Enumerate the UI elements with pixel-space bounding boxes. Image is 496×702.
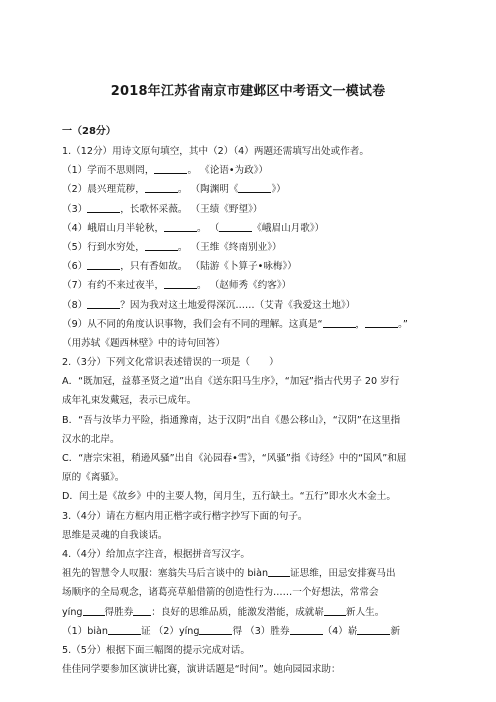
q1-item-5 [62,238,442,257]
q4-passage-pinyin: yíng [62,606,83,618]
q2-option-c-line2: 原的《离骚》。 [62,472,125,484]
answer-blank[interactable] [199,623,232,635]
q1-item-3-text: ，长歌怀采薇。 （王绩《野望》） [120,203,263,215]
q2-option-b-line2: 汉水的北岸。 [62,433,120,445]
answer-blank[interactable] [87,258,120,270]
answer-blank[interactable] [133,604,151,616]
q1-item-3 [62,200,442,219]
q1-item-9-end: 。” [398,318,408,330]
q1-item-8-num: （8） [62,299,88,311]
section-heading: 一（28分） [62,126,116,137]
answer-blank[interactable] [164,277,197,289]
q4-passage-text: 得胜券 [104,606,134,618]
q1-item-7-text: （7）有约不来过夜半， [62,280,165,292]
q1-item-6 [62,257,442,276]
answer-blank[interactable] [238,181,271,193]
q2-option-a-line1: A．“既加冠，益慕圣贤之道”出自《送东阳马生序》，“加冠”指古代男子 20 岁行 [62,376,400,388]
q4-answer-2: 证 （2）yíng [141,625,200,637]
q3-stem: 3.（4分）请在方框内用正楷字或行楷字抄写下面的句子。 [62,510,308,522]
answer-blank[interactable] [290,623,323,635]
answer-blank[interactable] [268,565,290,577]
q3-text: 思维是灵魂的自我谈话。 [62,529,168,541]
q4-passage-text: 证思维，田忌安排赛马出 [290,568,396,580]
answer-blank[interactable] [164,220,197,232]
page-title: 2018年江苏省南京市建邺区中考语文一模试卷 [110,84,386,99]
q2-option-b-line1: B．“吾与汝毕力平险，指通豫南，达于汉阴”出自《愚公移山》，“汉阴”在这里指 [62,414,401,426]
q1-item-2-end: 》） [271,184,286,196]
q1-item-2-source: 。 （陶渊明《 [177,184,239,196]
q4-passage-text: ：良好的思维品质，能激发潜能，成就崭 [151,606,324,618]
q1-item-1-text: （1）学而不思则罔， [62,165,155,177]
answer-blank[interactable] [324,604,346,616]
q1-item-2-text: （2）晨兴理荒秽， [62,184,145,196]
answer-blank[interactable] [87,297,120,309]
q4-passage-line1 [62,564,442,583]
answer-blank[interactable] [365,316,398,328]
answer-blank[interactable] [323,316,356,328]
q2-option-c-line1: C．“唐宗宋祖，稍逊风骚”出自《沁园春•雪》，“风骚”指《诗经》中的“国风”和屈 [62,453,407,464]
q1-item-5-source: 。 （王维《终南别业》） [177,241,282,253]
q1-item-8-text: ？因为我对这土地爱得深沉……（艾青《我爱这土地》） [120,299,356,311]
q1-item-8 [62,296,442,315]
q4-answer-5: 新 [390,625,401,637]
q1-item-4-source: 。 （ [197,222,220,234]
q1-item-9-text: （9）从不同的角度认识事物，我们会有不同的理解。这真是“ [62,318,323,330]
q1-item-7 [62,276,442,295]
exam-body [62,142,442,679]
q4-answer-3: 得 （3）胜券 [232,625,290,637]
answer-blank[interactable] [83,604,105,616]
answer-blank[interactable] [145,181,178,193]
answer-blank[interactable] [357,623,390,635]
q1-item-9-note: （用苏轼《题西林壁》中的诗句回答） [62,337,226,349]
q1-item-9-comma: ， [355,318,366,330]
q4-stem: 4.（4分）给加点字注音，根据拼音写汉字。 [62,548,250,560]
answer-blank[interactable] [87,201,120,213]
q4-passage-line2: 场顺序的全局观念，诸葛亮草船借箭的创造性行为……一个好想法，常常会 [62,587,379,599]
q4-passage-text: 新人生。 [345,606,385,618]
q4-answer-row [62,622,442,641]
q5-text: 佳佳同学要参加区演讲比赛，演讲话题是“时间”。她向园园求助： [62,664,341,676]
q1-item-1 [62,161,442,180]
q1-stem: 1.（12分）用诗文原句填空，其中（2）（4）两题还需填写出处或作者。 [62,146,369,157]
answer-blank[interactable] [108,623,141,635]
q1-item-2 [62,180,442,199]
q1-item-4-end: 《峨眉山月歌》） [252,222,325,234]
q4-passage-text: 祖先的智慧令人叹服：塞翁失马后言谈中的 biàn [62,568,269,580]
answer-blank[interactable] [154,162,187,174]
q1-item-4-text: （4）峨眉山月半轮秋， [62,222,165,234]
q4-answer-1: （1）biàn [62,625,109,637]
q4-passage-line3 [62,603,442,622]
q1-item-6-text: ，只有香如故。 （陆游《卜算子•咏梅》） [120,261,297,273]
q1-item-3-num: （3） [62,203,88,215]
q1-item-9 [62,315,442,334]
q1-item-1-source: 。 《论语•为政》） [187,165,269,177]
q2-stem: 2.（3分）下列文化常识表述错误的一项是（ ） [62,357,279,369]
q1-item-5-text: （5）行到水穷处， [62,241,145,253]
q1-item-6-num: （6） [62,261,88,273]
q4-answer-4: （4）崭 [322,625,358,637]
q2-option-d: D．闰土是《故乡》中的主要人物，闰月生，五行缺土。“五行”即水火木金土。 [62,491,396,503]
answer-blank[interactable] [219,220,252,232]
q5-stem: 5.（5分）根据下面三幅图的提示完成对话。 [62,644,250,656]
answer-blank[interactable] [145,239,178,251]
q1-item-7-source: 。 （赵师秀《约客》） [197,280,292,292]
q2-option-a-line2: 成年礼束发戴冠，表示已成年。 [62,395,197,407]
q1-item-4 [62,219,442,238]
